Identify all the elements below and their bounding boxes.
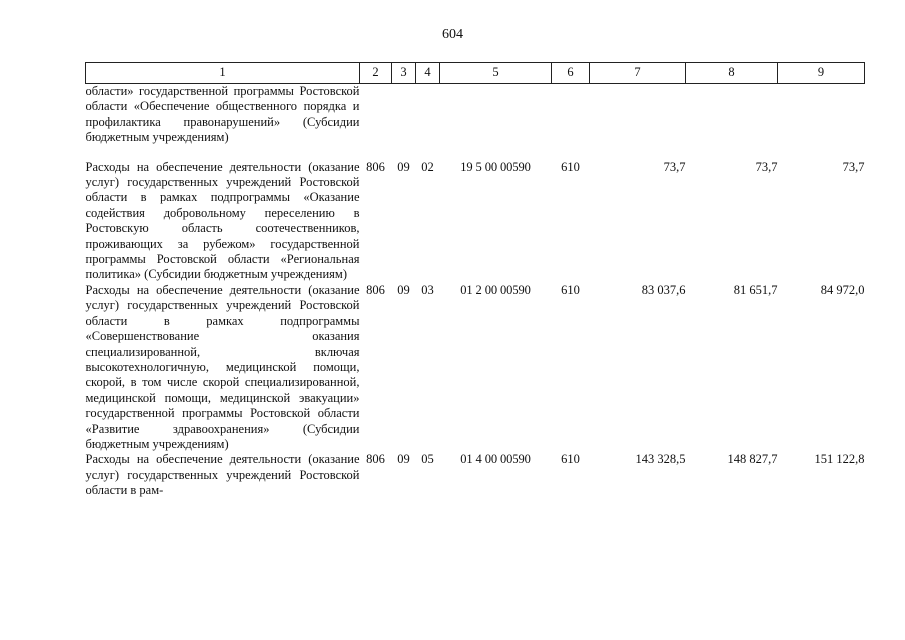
row-year3: 84 972,0 (820, 282, 865, 297)
row-year2: 81 651,7 (733, 282, 778, 297)
row-target-article: 19 5 00 00590 (460, 159, 531, 174)
table-row (86, 283, 865, 452)
header-row (86, 63, 865, 84)
row-year2: 73,7 (755, 159, 778, 174)
table-header (86, 63, 865, 84)
page-number: 604 (442, 27, 463, 42)
table-body (86, 84, 865, 499)
row-subsection: 02 (421, 159, 434, 174)
header-col-2: 2 (360, 63, 392, 84)
row-section: 09 (397, 452, 410, 467)
row-year1: 143 328,5 (635, 452, 686, 467)
row-ministry: 806 (366, 452, 385, 467)
row-target-article: 01 4 00 00590 (460, 452, 531, 467)
header-col-3: 3 (392, 63, 416, 84)
header-col-4: 4 (416, 63, 440, 84)
row-year3: 73,7 (842, 159, 865, 174)
row-expense-type: 610 (561, 282, 580, 297)
row-description: Расходы на обеспечение деятельности (оказание услуг) государственных учреждений Ростовской области в рамках подпрограммы «Совершенствование оказания специализированной, включая высокотехнологичную, медицинской помощи, скорой, в том числе скорой специализированной, медицинской помощи, медицинской эвакуации» государственной программы Ростовской области «Развитие здравоохранения» (Субсидии бюджетным учреждениям) (85, 282, 360, 451)
row-year2 (686, 84, 778, 160)
row-ministry (360, 84, 392, 160)
row-year1 (590, 84, 686, 160)
row-expense-type: 610 (561, 452, 580, 467)
row-target-article: 01 2 00 00590 (460, 282, 531, 297)
row-subsection: 05 (421, 452, 434, 467)
row-year3: 151 122,8 (814, 452, 865, 467)
row-description: области» государственной программы Ростовской области «Обеспечение общественного порядка и профилактика правонарушений» (Субсидии бюджетным учреждениям) (85, 84, 360, 145)
row-ministry: 806 (366, 159, 385, 174)
row-expense-type (552, 84, 590, 160)
header-col-8: 8 (686, 63, 778, 84)
row-subsection (416, 84, 440, 160)
row-section: 09 (397, 159, 410, 174)
header-col-6: 6 (552, 63, 590, 84)
row-year1: 73,7 (663, 159, 686, 174)
header-col-9: 9 (778, 63, 865, 84)
row-subsection: 03 (421, 282, 434, 297)
row-year3 (778, 84, 865, 160)
row-expense-type: 610 (561, 159, 580, 174)
row-target-article (440, 84, 552, 160)
header-col-1: 1 (86, 63, 360, 84)
row-year1: 83 037,6 (641, 282, 686, 297)
header-col-5: 5 (440, 63, 552, 84)
row-section (392, 84, 416, 160)
row-ministry: 806 (366, 282, 385, 297)
table-row (86, 452, 865, 498)
row-description: Расходы на обеспечение деятельности (оказание услуг) государственных учреждений Ростовской области в рамках подпрограммы «Оказание содействия добровольному переселению в Ростовскую область соотечественников, проживающих за рубежом» государственной программы Ростовской области «Региональная политика» (Субсидии бюджетным учреждениям) (85, 159, 360, 282)
row-year2: 148 827,7 (727, 452, 778, 467)
row-section: 09 (397, 282, 410, 297)
budget-table (85, 62, 865, 499)
row-description: Расходы на обеспечение деятельности (оказание услуг) государственных учреждений Ростовской области в рам- (85, 452, 360, 498)
table-row (86, 160, 865, 283)
table-row (86, 84, 865, 160)
header-col-7: 7 (590, 63, 686, 84)
